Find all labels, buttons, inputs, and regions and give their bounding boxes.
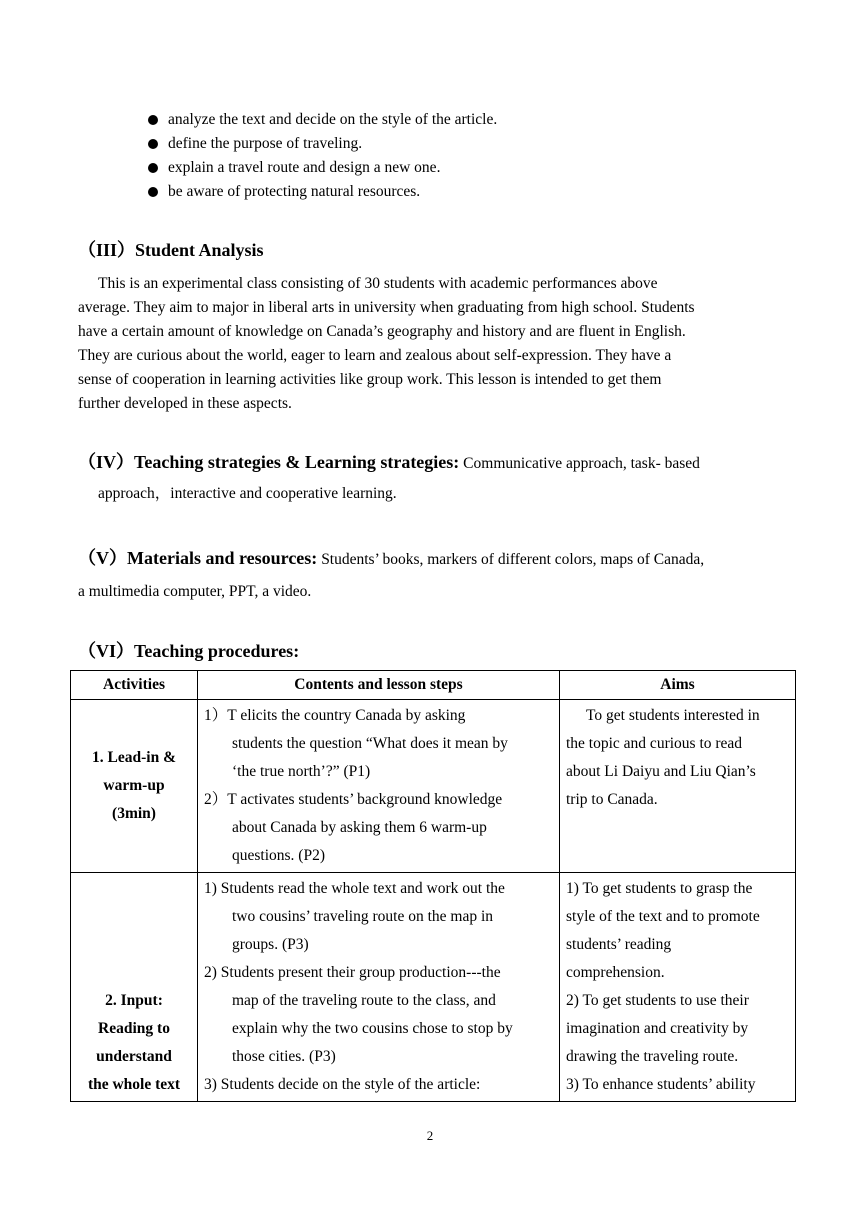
materials-text: Students’ books, markers of different colors, maps of Canada, (317, 551, 705, 568)
strategies-continuation: approach，interactive and cooperative learning. (98, 485, 397, 502)
materials-continuation: a multimedia computer, PPT, a video. (78, 583, 312, 600)
table-row (71, 700, 796, 873)
page-number: 2 (426, 1128, 434, 1143)
bullet-icon (148, 139, 158, 149)
column-header-aims: Aims (560, 671, 796, 700)
strategies-heading: （IV）Teaching strategies & Learning strategies: Communicative approach, task- based (78, 452, 700, 472)
list-item: be aware of protecting natural resources. (148, 180, 788, 204)
table-row (71, 873, 796, 1102)
bullet-icon (148, 187, 158, 197)
table-header-row (71, 671, 796, 700)
list-item: define the purpose of traveling. (148, 132, 788, 156)
activity-cell: 2. Input: Reading to understand the whole text (71, 873, 198, 1102)
column-header-contents: Contents and lesson steps (198, 671, 560, 700)
aims-cell: 1) To get students to grasp the style of the text and to promote students’ reading comprehension. 2) To get students to use their imagination and creativity by drawing the traveling route. 3) To enhance students’ ability (560, 873, 796, 1102)
column-header-activities: Activities (71, 671, 198, 700)
student-analysis-paragraph: This is an experimental class consisting of 30 students with academic performances above average. They aim to major in liberal arts in university when graduating from high school. Students have a certain amount of knowledge on Canada’s geography and history and are fluent in English. They are curious about the world, eager to learn and zealous about self-expression. They have a sense of cooperation in learning activities like group work. This lesson is intended to get them further developed in these aspects. (78, 275, 695, 412)
contents-cell: 1）T elicits the country Canada by asking students the question “What does it mean by ‘the true north’?” (P1) 2）T activates students’ background knowledge about Canada by asking them 6 warm-up questions. (P2) (198, 700, 560, 873)
strategies-text: Communicative approach, task- based (459, 455, 700, 472)
objectives-list (148, 108, 788, 204)
materials-heading: （V）Materials and resources: Students’ books, markers of different colors, maps of Canada, (78, 548, 705, 568)
aims-cell: To get students interested in the topic and curious to read about Li Daiyu and Liu Qian’s trip to Canada. (560, 700, 796, 873)
bullet-icon (148, 115, 158, 125)
list-item: explain a travel route and design a new one. (148, 156, 788, 180)
procedures-table (70, 670, 796, 1102)
contents-cell: 1) Students read the whole text and work out the two cousins’ traveling route on the map in groups. (P3) 2) Students present their group production---the map of the traveling route to the class, and explain why the two cousins chose to stop by those cities. (P3) 3) Students decide on the style of the article: (198, 873, 560, 1102)
procedures-heading: （VI）Teaching procedures: (78, 641, 300, 661)
list-item: analyze the text and decide on the style of the article. (148, 108, 788, 132)
activity-cell: 1. Lead-in & warm-up (3min) (71, 700, 198, 873)
student-analysis-heading: （III）Student Analysis (78, 240, 264, 260)
bullet-icon (148, 163, 158, 173)
